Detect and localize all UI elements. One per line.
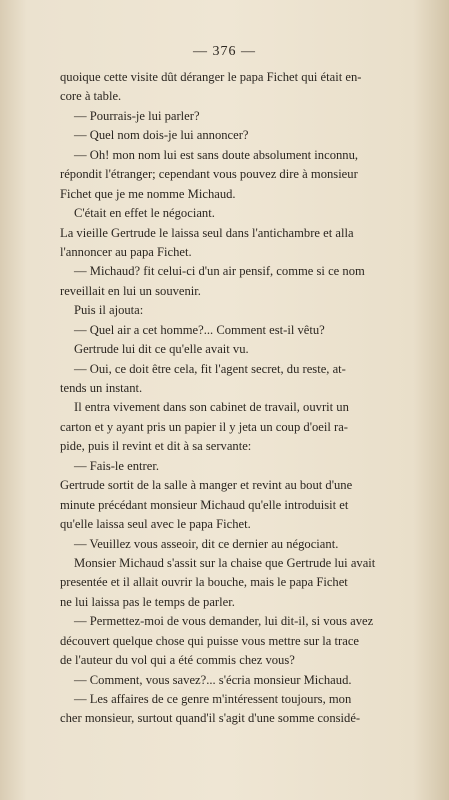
text-line: — Quel air a cet homme?... Comment est-il vêtu? — [74, 322, 325, 337]
text-line: — Oh! mon nom lui est sans doute absolument inconnu, — [74, 147, 359, 162]
text-line: — Comment, vous savez?... s'écria monsieur Michaud. — [74, 672, 352, 687]
text-line: — Permettez-moi de vous demander, lui dit-il, si vous avez — [74, 614, 374, 629]
text-line: — Oui, ce doit être cela, fit l'agent secret, du reste, at- — [74, 361, 346, 376]
text-line: minute précédant monsieur Michaud qu'elle introduisit et — [60, 497, 349, 512]
text-line: carton et y ayant pris un papier il y jeta un coup d'oeil ra- — [60, 419, 348, 434]
text-line: — Les affaires de ce genre m'intéressent toujours, mon — [74, 692, 352, 706]
text-line: quoique cette visite dût déranger le papa Fichet qui était en- — [60, 70, 362, 84]
text-line: — Fais-le entrer. — [74, 458, 159, 473]
text-line: — Pourrais-je lui parler? — [74, 108, 200, 123]
text-line: cher monsieur, surtout quand'il s'agit d'une somme considé- — [60, 711, 361, 726]
text-line: Monsier Michaud s'assit sur la chaise que Gertrude lui avait — [74, 555, 376, 570]
body-text — [60, 68, 432, 729]
text-line: Il entra vivement dans son cabinet de travail, ouvrit un — [74, 400, 349, 415]
text-line: Fichet que je me nomme Michaud. — [60, 186, 236, 201]
text-line: C'était en effet le négociant. — [74, 206, 215, 221]
text-line: qu'elle laissa seul avec le papa Fichet. — [60, 517, 251, 532]
page-number: — 376 — — [193, 44, 256, 59]
text-line: découvert quelque chose qui puisse vous mettre sur la trace — [60, 633, 360, 648]
text-line: — Veuillez vous asseoir, dit ce dernier au négociant. — [74, 536, 339, 551]
text-line: Gertrude sortit de la salle à manger et revint au bout d'une — [60, 478, 353, 493]
text-line: core à table. — [60, 89, 122, 104]
text-line: pide, puis il revint et dit à sa servante: — [60, 439, 252, 454]
text-line: La vieille Gertrude le laissa seul dans l'antichambre et alla — [60, 225, 354, 240]
text-line: répondit l'étranger; cependant vous pouvez dire à monsieur — [60, 167, 358, 182]
text-line: Gertrude lui dit ce qu'elle avait vu. — [74, 342, 249, 357]
text-line: de l'auteur du vol qui a été commis chez vous? — [60, 653, 295, 668]
text-line: tends un instant. — [60, 381, 143, 395]
text-line: Puis il ajouta: — [74, 303, 144, 318]
text-line: ne lui laissa pas le temps de parler. — [60, 594, 235, 609]
text-line: reveillait en lui un souvenir. — [60, 283, 201, 298]
text-line: — Michaud? fit celui-ci d'un air pensif, comme si ce nom — [74, 264, 365, 279]
text-line: l'annoncer au papa Fichet. — [60, 244, 192, 259]
text-line: — Quel nom dois-je lui annoncer? — [74, 128, 249, 143]
text-line: presentée et il allait ouvrir la bouche, mais le papa Fichet — [60, 575, 348, 590]
